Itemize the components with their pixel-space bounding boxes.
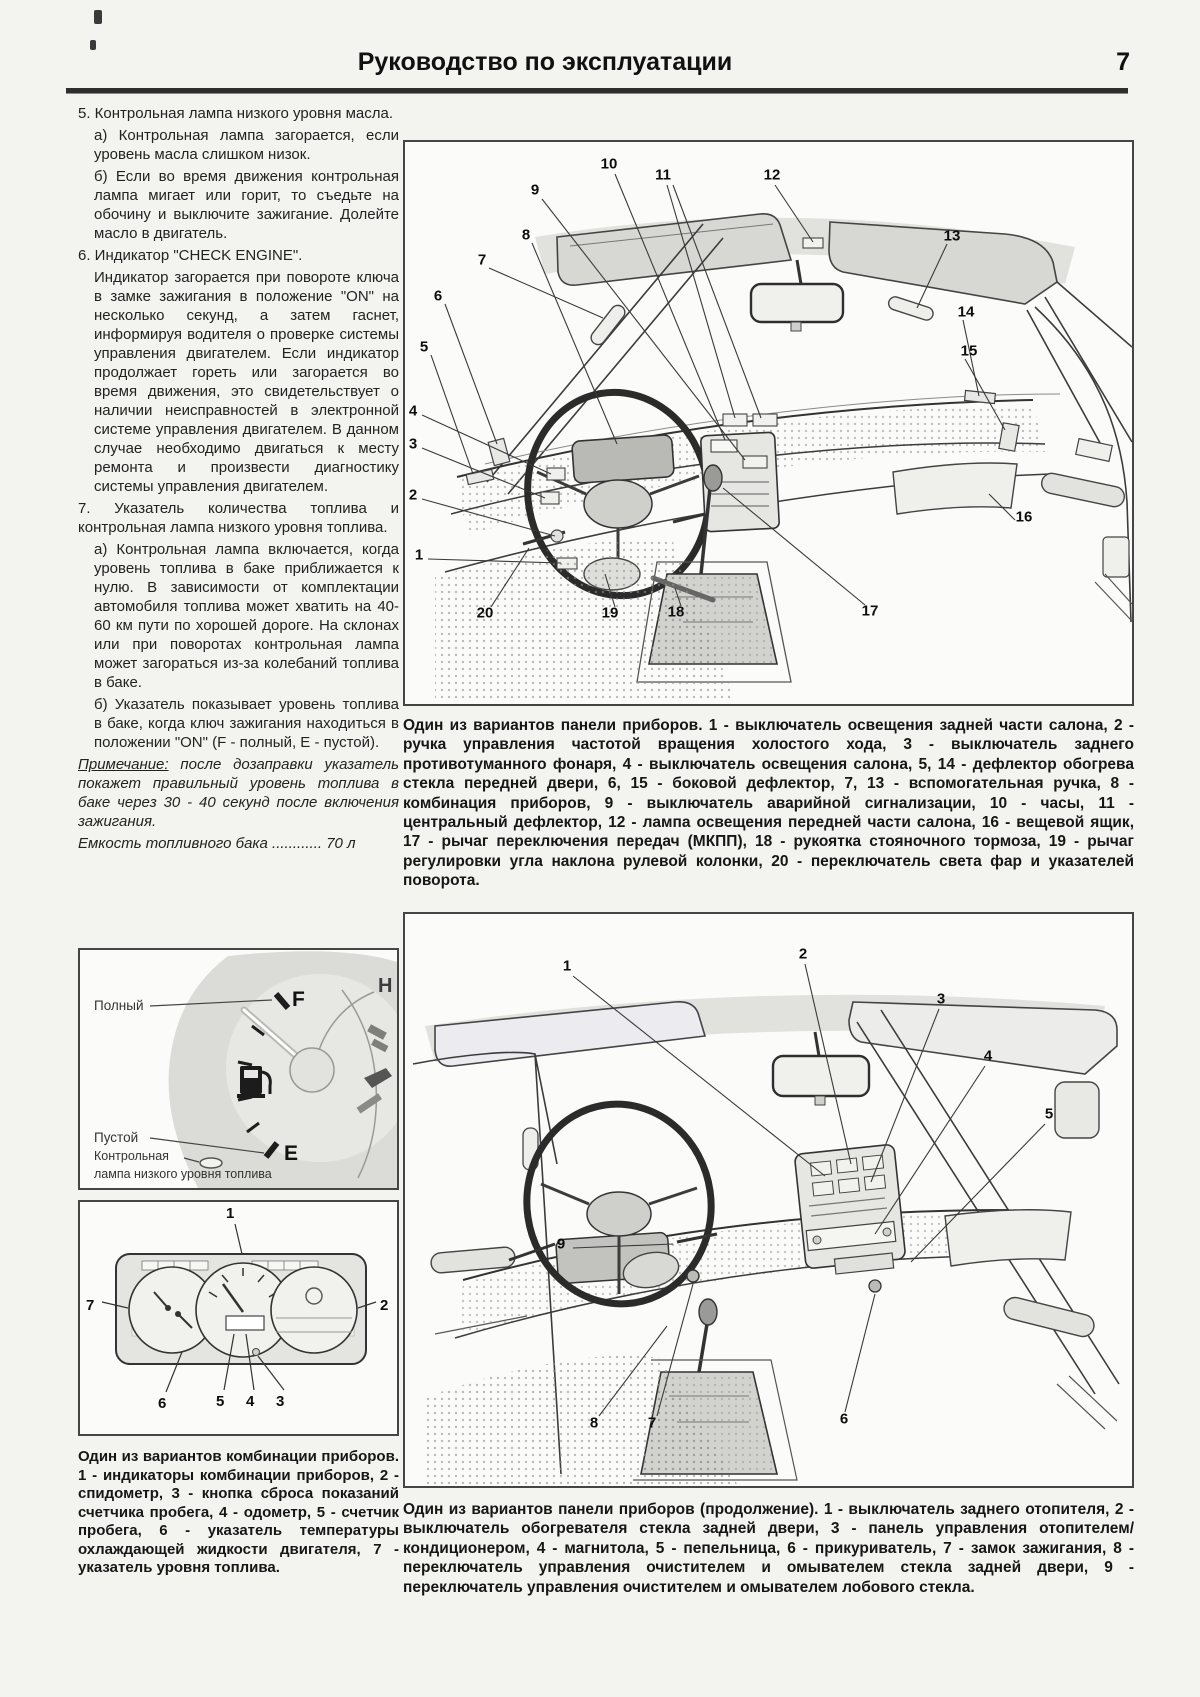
callout-18: 18 xyxy=(667,603,685,621)
cluster-callout-3: 3 xyxy=(276,1393,285,1410)
callout-1: 1 xyxy=(414,546,424,564)
spec-label: Емкость топливного бака xyxy=(78,835,268,852)
diagram1-caption: Один из вариантов панели приборов. 1 - выключатель освещения задней части салона, 2 - ручка управления частотой вращения холостого хода, 3 - выключатель заднего противотуманного фонаря, 4 - выключатель освещения салона, 5, 14 - дефлектор обогрева стекла передней двери, 6, 15 - боковой дефлектор, 7, 13 - вспомогательная ручка, 8 - комбинация приборов, 9 - выключатель аварийной сигнализации, 10 - часы, 11 - центральный дефлектор, 12 - лампа освещения передней части салона, 16 - вещевой ящик, 17 - рычаг переключения передач (МКПП), 18 - рукоятка стояночного тормоза, 19 - рычаг регулировки угла наклона рулевой колонки, 20 - переключатель света фар и указателей поворота. xyxy=(403,717,1134,890)
callout-12: 12 xyxy=(763,166,781,184)
window-switch xyxy=(1076,439,1113,462)
callout-19: 19 xyxy=(601,604,619,622)
label-empty: Пустой xyxy=(94,1130,139,1145)
cluster-callout-2: 2 xyxy=(380,1297,389,1314)
callout-5: 5 xyxy=(419,338,429,356)
assist-grip-left xyxy=(588,303,627,348)
sun-visor-left xyxy=(557,214,791,285)
callout-6: 6 xyxy=(839,1410,849,1428)
hazard-switch xyxy=(743,456,767,468)
label-low-fuel-1: Контрольная xyxy=(94,1149,169,1163)
rearview-mirror xyxy=(751,284,843,322)
rearview-mirror xyxy=(773,1056,869,1096)
item5-title: 5. Контрольная лампа низкого уровня масла. xyxy=(78,105,394,122)
glovebox xyxy=(893,463,1017,514)
gear-shift-knob xyxy=(704,465,722,491)
center-vent-right xyxy=(753,414,777,426)
callout-2: 2 xyxy=(408,486,418,504)
clock xyxy=(711,440,737,452)
fuel-empty-letter: E xyxy=(284,1142,299,1165)
callout-4: 4 xyxy=(408,402,418,420)
instrument-cluster-figure xyxy=(78,1200,399,1436)
callout-8: 8 xyxy=(521,226,531,244)
page-number: 7 xyxy=(1116,48,1130,76)
center-vent-left xyxy=(723,414,747,426)
fuel-gauge-drawing xyxy=(80,950,397,1188)
dashboard-drawing-1 xyxy=(405,142,1132,704)
quarter-window xyxy=(1055,1082,1099,1138)
item7-a: а) Контрольная лампа включается, когда уровень топлива в баке приближается к нулю. В зависимости от комплектации автомобиля топлива может хватить на 40-60 км пути по хорошей дороге. На склонах или при поворотах контрольная лампа может загораться из-за колебаний топлива в баке. xyxy=(94,541,399,691)
item5-a: а) Контрольная лампа загорается, если уровень масла слишком низок. xyxy=(94,127,399,163)
fuel-gauge-figure xyxy=(78,948,399,1190)
callout-13: 13 xyxy=(943,227,961,245)
label-low-fuel-2: лампа низкого уровня топлива xyxy=(94,1167,272,1181)
callout-2: 2 xyxy=(798,945,808,963)
dashboard-diagram-2 xyxy=(403,912,1134,1488)
ignition-lock xyxy=(687,1270,699,1282)
page-title: Руководство по эксплуатации xyxy=(357,48,733,76)
spec-dots: ............ xyxy=(267,835,327,852)
door-armrest xyxy=(1040,471,1126,508)
side-vent-left xyxy=(488,438,510,465)
item7-b: б) Указатель показывает уровень топлива в баке, когда ключ зажигания находиться в положении "ON" (F - полный, Е - пустой). xyxy=(94,696,399,751)
item5-b: б) Если во время движения контрольная лампа мигает или горит, то съедьте на обочину и выключите зажигание. Долейте масло в двигатель. xyxy=(94,168,399,242)
diagram2-caption: Один из вариантов панели приборов (продолжение). 1 - выключатель заднего отопителя, 2 - выключатель обогревателя стекла задней двери, 3 - панель управления отопителем/кондиционером, 4 - магнитола, 5 - пепельница, 6 - прикуриватель, 7 - замок зажигания, 8 - переключатель управления очистителем и омывателем стекла задней двери, 9 - переключатель управления очистителем и омывателем лобового стекла. xyxy=(403,1501,1134,1596)
cluster-callout-1: 1 xyxy=(226,1205,235,1222)
dashboard-diagram-1 xyxy=(403,140,1134,706)
cluster-callout-6: 6 xyxy=(158,1395,167,1412)
door-pull xyxy=(1103,537,1129,577)
callout-3: 3 xyxy=(408,435,418,453)
item6-body: Индикатор загорается при повороте ключа в замке зажигания в положение "ON" на несколько секунд, а затем гаснет, информируя водителя о проверке системы управления двигателем. Если индикатор продолжает гореть или загорается во время движения, это свидетельствует о наличии неисправностей в электронной системе управления двигателем. В данном случае необходимо двигаться к месту ремонта и произвести диагностику системы управления двигателем. xyxy=(94,269,399,495)
fuel-full-letter: F xyxy=(292,988,305,1011)
dome-lamp xyxy=(803,238,823,248)
callout-17: 17 xyxy=(861,602,879,620)
label-full: Полный xyxy=(94,998,144,1013)
needle-hub xyxy=(290,1048,334,1092)
fuel-tank-capacity xyxy=(78,834,399,853)
instrument-cluster xyxy=(572,435,675,484)
callout-7: 7 xyxy=(477,251,487,269)
callout-9: 9 xyxy=(530,181,540,199)
trip-reset-knob xyxy=(253,1349,260,1356)
dashboard-drawing-2 xyxy=(405,914,1132,1486)
scan-artifact xyxy=(94,10,102,24)
gear-shift-knob xyxy=(699,1299,717,1325)
note xyxy=(78,755,399,831)
callout-11: 11 xyxy=(655,166,671,184)
header-rule xyxy=(66,88,1128,94)
glovebox xyxy=(945,1210,1071,1266)
callout-4: 4 xyxy=(983,1047,993,1065)
callout-7: 7 xyxy=(647,1414,657,1432)
callout-5: 5 xyxy=(1044,1105,1054,1123)
cluster-callout-4: 4 xyxy=(246,1393,255,1410)
callout-9: 9 xyxy=(556,1235,566,1253)
callout-1: 1 xyxy=(562,957,572,975)
left-text-column xyxy=(78,102,399,856)
page-header xyxy=(70,48,1130,88)
assist-grip-right xyxy=(887,295,935,322)
instrument-cluster-drawing xyxy=(80,1202,397,1434)
note-body: после дозаправки указатель покажет правильный уровень топлива в баке через 30 - 40 секунд после включения зажигания. xyxy=(78,756,399,830)
callout-8: 8 xyxy=(589,1414,599,1432)
cluster-caption: Один из вариантов комбинации приборов. 1 - индикаторы комбинации приборов, 2 - спидометр, 3 - кнопка сброса показаний счетчика пробега, 4 - одометр, 5 - счетчик пробега, 6 - указатель температуры охлаждающей жидкости двигателя, 7 - указатель уровня топлива. xyxy=(78,1448,399,1576)
cluster-callout-5: 5 xyxy=(216,1393,225,1410)
odometer xyxy=(226,1316,264,1330)
callout-16: 16 xyxy=(1015,508,1033,526)
callout-14: 14 xyxy=(957,303,975,321)
item7-title: 7. Указатель количества топлива и контрольная лампа низкого уровня топлива. xyxy=(78,500,399,536)
callout-6: 6 xyxy=(433,287,443,305)
spec-value: 70 л xyxy=(326,835,356,852)
callout-15: 15 xyxy=(960,342,978,360)
item6-title: 6. Индикатор "CHECK ENGINE". xyxy=(78,247,303,264)
cluster-callout-7: 7 xyxy=(86,1297,95,1314)
temp-hot-letter: H xyxy=(378,975,393,997)
idle-speed-knob xyxy=(551,530,563,542)
callout-10: 10 xyxy=(600,155,618,173)
note-label: Примечание: xyxy=(78,756,169,773)
callout-3: 3 xyxy=(936,990,946,1008)
door-armrest-right xyxy=(1002,1295,1097,1339)
callout-20: 20 xyxy=(476,604,494,622)
cigarette-lighter xyxy=(869,1280,881,1292)
